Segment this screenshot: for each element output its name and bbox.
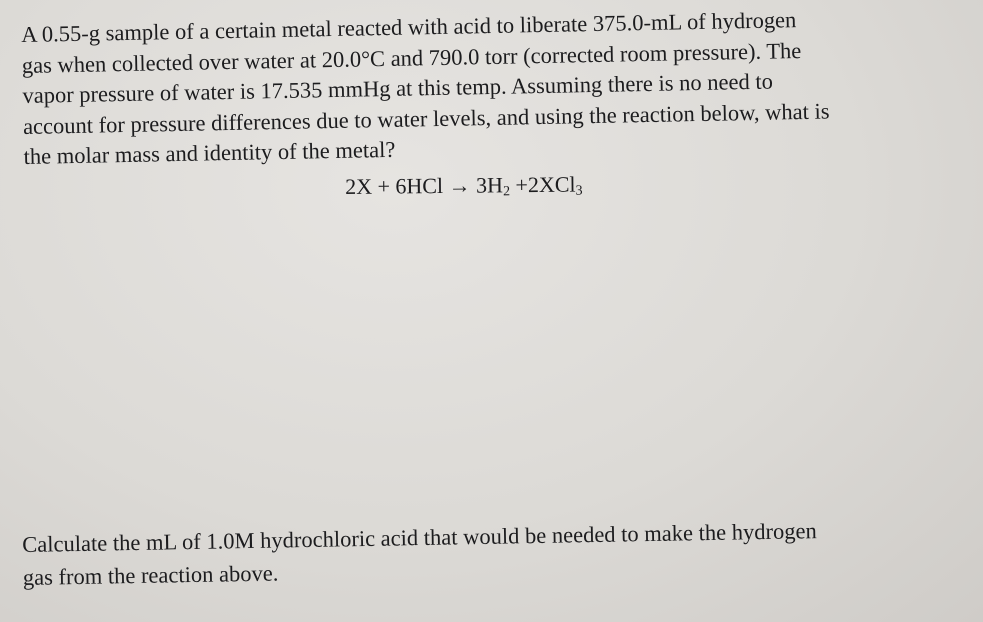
followup-question (22, 511, 973, 594)
equation-subscript: 2 (502, 184, 511, 200)
question-line: account for pressure differences due to water levels, and using the reaction below, what is (22, 97, 830, 139)
reaction-arrow: → (448, 172, 471, 198)
question-line: gas when collected over water at 20.0°C and 790.0 torr (corrected room pressure). The (21, 37, 802, 78)
equation-reactants: 2X + 6HCl (345, 172, 444, 199)
equation-subscript: 3 (575, 183, 583, 199)
question-line: A 0.55-g sample of a certain metal reacted with acid to liberate 375.0-mL of hydrogen (21, 7, 797, 47)
equation-product-hydrogen: 3H (475, 172, 504, 198)
question-paragraph (21, 2, 964, 173)
followup-line: gas from the reaction above. (22, 560, 279, 590)
followup-line: Calculate the mL of 1.0M hydrochloric acid that would be needed to make the hydrogen (22, 518, 817, 557)
reaction-equation (345, 172, 583, 202)
question-line: the molar mass and identity of the metal? (23, 136, 396, 169)
question-line: vapor pressure of water is 17.535 mmHg at this temp. Assuming there is no need to (22, 68, 774, 108)
equation-product-chloride: +2XCl (509, 171, 576, 198)
